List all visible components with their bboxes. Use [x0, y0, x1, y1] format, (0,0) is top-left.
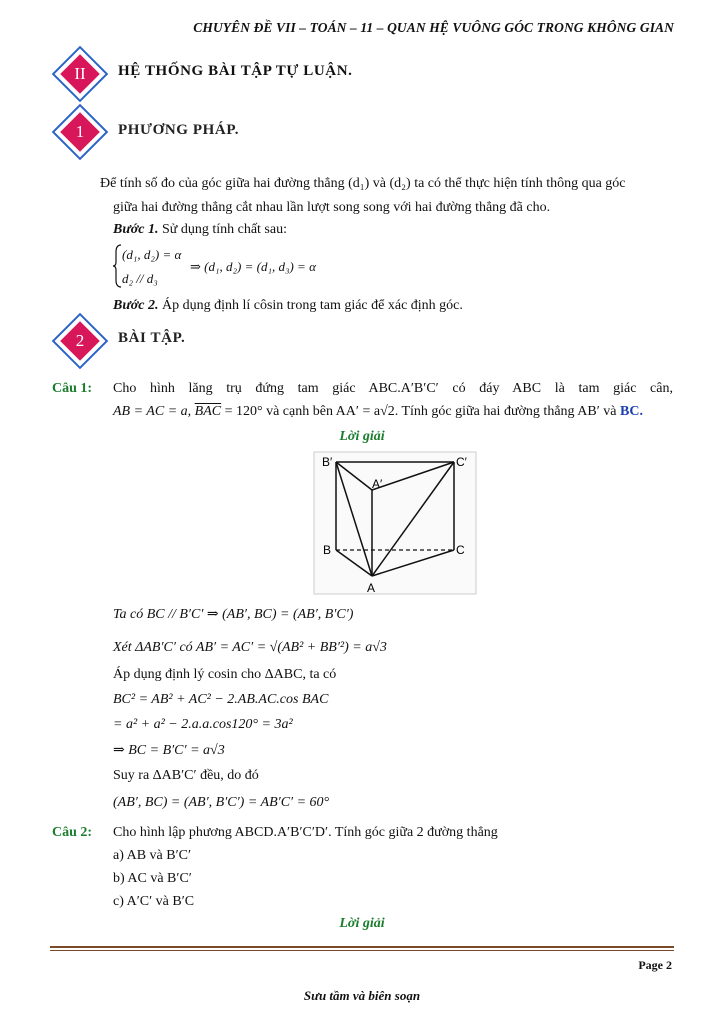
q2-solution-label: Lời giải [339, 916, 385, 931]
q1-line2-bc: BC. [620, 404, 643, 419]
question-2-part-a: a) AB và B′C′ [113, 848, 192, 863]
q1-sol-line-4: BC² = AB² + AC² − 2.AB.AC.cos BAC [113, 692, 329, 707]
label-a: A [367, 581, 376, 595]
step-1-text: Sử dụng tính chất sau: [158, 222, 287, 237]
section-1-badge [52, 104, 108, 160]
question-1-label: Câu 1: [52, 381, 93, 396]
question-2-line-1: Cho hình lập phương ABCD.A′B′C′D′. Tính góc giữa 2 đường thẳng [113, 825, 498, 840]
question-1-line-1: Cho hình lăng trụ đứng tam giác ABC.A′B′C′ có đáy ABC là tam giác cân, [113, 381, 673, 396]
step-2-label: Bước 2. [113, 298, 159, 313]
footer-rule [50, 946, 674, 948]
label-c1: C′ [456, 455, 467, 469]
section-2-badge-label: 2 [75, 331, 85, 350]
q1-sol-line-1: Ta có BC // B′C′ ⇒ (AB′, BC) = (AB′, B′C′) [113, 607, 354, 622]
q1-angle: $\overline{BAC}$ [194, 404, 222, 419]
label-c: C [456, 543, 465, 557]
question-2-part-c: c) A′C′ và B′C [113, 894, 195, 909]
method-line-1: Để tính số đo của góc giữa hai đường thẳng (d₁) và (d₂) ta có thể thực hiện tính thông qua góc [100, 176, 626, 191]
figure-frame [314, 452, 476, 594]
section-badge-label: II [74, 64, 86, 83]
q1-sol-line-6: ⇒ BC = B′C′ = a√3 [113, 743, 225, 758]
section-1-title: PHƯƠNG PHÁP. [118, 122, 240, 138]
step-1-label: Bước 1. [113, 222, 159, 237]
q1-sol-line-2: Xét ΔAB′C′ có AB′ = AC′ = √(AB² + BB′²) = a√3 [113, 640, 387, 655]
q1-line2-b: = 120° và cạnh bên AA′ = a√2. Tính góc giữa hai đường thẳng AB′ và [221, 404, 620, 419]
q1-line2-a: AB = AC = a, [113, 404, 195, 419]
page-header: CHUYÊN ĐỀ VII – TOÁN – 11 – QUAN HỆ VUÔNG GÓC TRONG KHÔNG GIAN [193, 20, 674, 35]
method-line-2: giữa hai đường thẳng cắt nhau lần lượt song song với hai đường thẳng đã cho. [113, 200, 551, 215]
system-line-1: (d₁, d₂) = α [122, 247, 182, 262]
footer-credit: Sưu tầm và biên soạn [303, 988, 421, 1003]
label-b: B [323, 543, 332, 557]
section-title-main: HỆ THỐNG BÀI TẬP TỰ LUẬN. [118, 63, 353, 79]
q1-sol-line-3: Áp dụng định lý cosin cho ΔABC, ta có [113, 667, 337, 682]
q1-solution-label: Lời giải [339, 429, 385, 444]
label-a1: A′ [372, 477, 383, 491]
section-badge [52, 46, 108, 102]
footer-rule-thin [50, 950, 674, 951]
system-result: ⇒ (d₁, d₂) = (d₁, d₃) = α [190, 259, 316, 274]
label-b1: B′ [322, 455, 333, 469]
section-1-badge-label: 1 [75, 122, 85, 141]
question-2-label: Câu 2: [52, 825, 93, 840]
q1-sol-line-5: = a² + a² − 2.a.a.cos120° = 3a² [113, 717, 293, 732]
q1-sol-line-8: (AB′, BC) = (AB′, B′C′) = AB′C′ = 60° [113, 795, 330, 810]
prism-figure [310, 448, 480, 598]
page-number: Page 2 [638, 958, 672, 972]
q1-sol-line-7: Suy ra ΔAB′C′ đều, do đó [113, 768, 259, 783]
question-2-part-b: b) AC và B′C′ [113, 871, 192, 886]
method-step-2 [113, 295, 463, 317]
section-2-badge [52, 313, 108, 369]
question-1-line-2 [113, 401, 643, 423]
method-step-1 [113, 219, 287, 241]
section-2-title: BÀI TẬP. [118, 330, 186, 346]
system-line-2: d₂ // d₃ [122, 271, 158, 286]
step-2-text: Áp dụng định lí côsin trong tam giác để xác định góc. [158, 298, 463, 313]
